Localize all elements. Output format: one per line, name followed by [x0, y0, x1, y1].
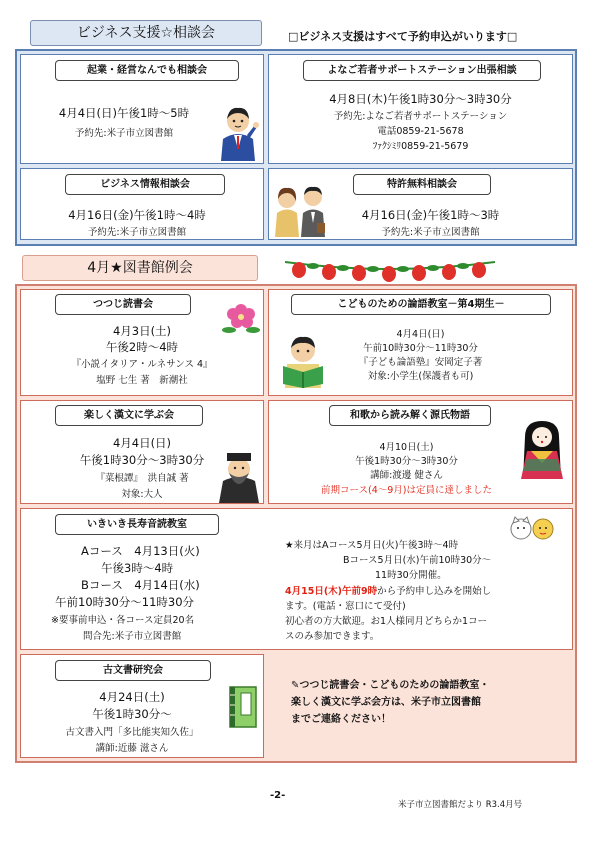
kanbun-box — [20, 400, 264, 504]
ondoku-reservation-line — [285, 583, 491, 597]
ondoku-capacity: ※要事前申込・各コース定員20名 — [51, 615, 195, 626]
tsutsuji-author: 塩野 七生 著 新潮社 — [96, 375, 188, 386]
contact-footnote-line3: までご連絡ください！ — [291, 714, 391, 725]
ondoku-reservation-date: 4月15日(木)午前9時 — [285, 586, 378, 597]
ondoku-beginners: 初心者の方大歓迎。お1人様同月どちらか1コー — [285, 616, 488, 627]
komonjo-lecturer: 講師:近藤 滋さん — [95, 743, 169, 754]
ondoku-a-time: 午後3時～4時 — [101, 561, 174, 575]
old-book-icon — [227, 685, 259, 729]
ondoku-next-a: ★来月はAコース5月日(火)午後3時～4時 — [285, 540, 459, 551]
page-number: -2- — [270, 790, 286, 801]
patent-consult-contact: 予約先:米子市立図書館 — [381, 227, 480, 238]
tsutsuji-time: 午後2時～4時 — [105, 340, 179, 354]
flower-icon — [221, 302, 261, 338]
business-couple-icon — [273, 179, 327, 237]
genji-time: 午後1時30分～3時30分 — [355, 456, 458, 467]
biz-info-consult-contact: 予約先:米子市立図書館 — [87, 227, 187, 238]
ondoku-reception: ます。(電話・窓口にて受付) — [285, 601, 406, 612]
ondoku-a-course: Aコース 4月13日(火) — [81, 544, 200, 558]
ondoku-next-b-end: 11時30分開催。 — [375, 570, 447, 581]
komonjo-date: 4月24日(土) — [99, 690, 165, 704]
wakamono-consult-box — [268, 54, 573, 164]
boy-reading-icon — [281, 334, 325, 388]
kigyo-consult-box — [20, 54, 264, 164]
biz-info-consult-date: 4月16日(金)午後1時～4時 — [68, 208, 206, 222]
section-title-library-events: 4月★図書館例会 — [22, 255, 258, 281]
tsutsuji-date: 4月3日(土) — [112, 324, 172, 338]
genji-full-note: 前期コース(4～9月)は定員に達しました — [320, 485, 493, 496]
businessman-icon — [217, 103, 259, 161]
genji-date: 4月10日(土) — [379, 442, 434, 453]
rongo-box — [268, 289, 573, 396]
ondoku-b-time: 午前10時30分～11時30分 — [55, 595, 195, 609]
kigyo-consult-date: 4月4日(日)午後1時～5時 — [58, 106, 190, 120]
kigyo-consult-contact: 予約先:米子市立図書館 — [74, 128, 174, 139]
kanbun-book: 『菜根譚』 洪自誠 著 — [95, 473, 189, 484]
library-events-panel — [15, 284, 577, 763]
rongo-date: 4月4日(日) — [396, 329, 445, 340]
genji-lecturer: 講師:渡邊 健さん — [370, 470, 443, 481]
heian-lady-icon — [517, 419, 567, 479]
patent-consult-box — [268, 168, 573, 240]
reservation-notice: □ビジネス支援はすべて予約申込がいります□ — [288, 30, 518, 43]
rongo-label: こどものための論語教室－第4期生－ — [291, 294, 551, 315]
genji-label: 和歌から読み解く源氏物語 — [329, 405, 491, 426]
contact-footnote-line1: ✎つつじ読書会・こどものための論語教室・ — [291, 680, 490, 691]
kanbun-target: 対象:大人 — [121, 489, 163, 500]
lucky-cat-icon — [509, 515, 557, 543]
rongo-time: 午前10時30分～11時30分 — [363, 343, 478, 354]
wakamono-consult-contact: 予約先:よなご若者サポートステーション — [333, 111, 508, 122]
kanbun-date: 4月4日(日) — [112, 436, 172, 450]
ondoku-b-course: Bコース 4月14日(水) — [81, 578, 200, 592]
rongo-target: 対象:小学生(保護者も可) — [367, 371, 474, 382]
ondoku-reservation-text: から予約申し込みを開始し — [377, 586, 492, 597]
section-title-business: ビジネス支援☆相談会 — [30, 20, 262, 46]
wakamono-consult-phone: 電話0859-21-5678 — [377, 126, 464, 137]
tsutsuji-book: 『小説イタリア・ルネサンス 4』 — [71, 359, 213, 370]
biz-info-consult-box — [20, 168, 264, 240]
strawberry-garland-icon — [285, 252, 495, 282]
kanbun-time: 午後1時30分～3時30分 — [79, 453, 205, 467]
komonjo-label: 古文書研究会 — [55, 660, 211, 681]
newsletter-issue: 米子市立図書館だより R3.4月号 — [398, 800, 523, 810]
wakamono-consult-label: よなご若者サポートステーション出張相談 — [303, 60, 541, 81]
komonjo-box — [20, 654, 264, 758]
ondoku-label: いきいき長寿音読教室 — [55, 514, 219, 535]
komonjo-time: 午後1時30分～ — [92, 707, 172, 721]
tsutsuji-label: つつじ読書会 — [55, 294, 191, 315]
wakamono-consult-fax: ﾌｧｸｼﾐﾘ0859-21-5679 — [372, 141, 469, 152]
ondoku-next-b: Bコース5月日(水)午前10時30分～ — [343, 555, 492, 566]
patent-consult-label: 特許無料相談会 — [353, 174, 491, 195]
kigyo-consult-label: 起業・経営なんでも相談会 — [55, 60, 239, 81]
wakamono-consult-date: 4月8日(木)午後1時30分～3時30分 — [329, 92, 512, 106]
kanbun-label: 楽しく漢文に学ぶ会 — [55, 405, 203, 426]
ondoku-box — [20, 508, 573, 650]
komonjo-book: 古文書入門「多比能実知久佐」 — [65, 727, 199, 738]
ondoku-contact: 問合先:米子市立図書館 — [83, 631, 182, 642]
ondoku-one-course: スのみ参加できます。 — [285, 631, 380, 642]
biz-info-consult-label: ビジネス情報相談会 — [65, 174, 225, 195]
contact-footnote-line2: 楽しく漢文に学ぶ会方は、米子市立図書館 — [291, 697, 481, 708]
genji-box — [268, 400, 573, 504]
patent-consult-date: 4月16日(金)午後1時～3時 — [361, 208, 500, 222]
business-panel — [15, 49, 577, 246]
rongo-book: 『子ども論語塾』安岡定子著 — [358, 357, 483, 368]
tsutsuji-box — [20, 289, 264, 396]
